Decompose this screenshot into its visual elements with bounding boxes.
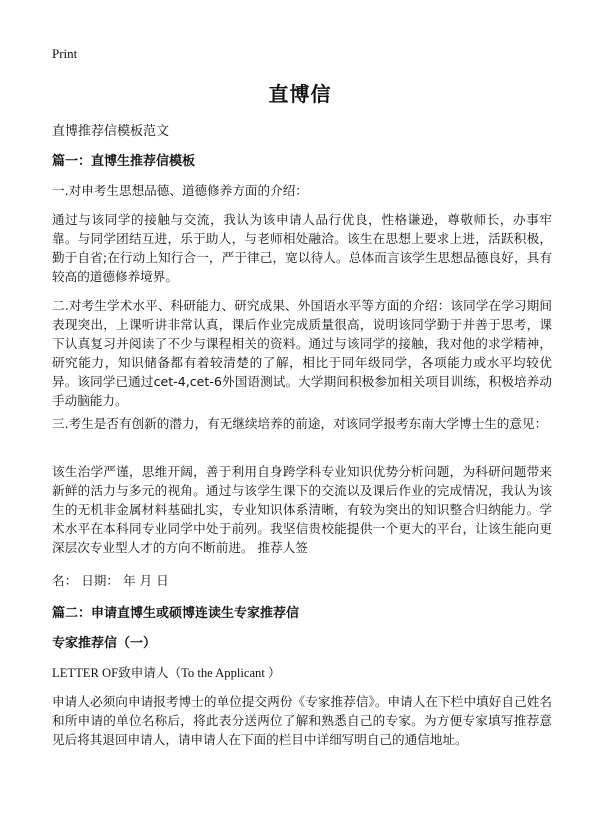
document-subtitle: 直博推荐信模板范文 [52, 124, 170, 139]
section1-heading: 篇一：直博生推荐信模板 [52, 154, 196, 169]
print-link[interactable]: Print [52, 46, 78, 61]
section2-heading: 篇二：申请直博生或硕博连读生专家推荐信 [52, 606, 300, 621]
final-paragraph: 申请人必须向申请报考博士的单位提交两份《专家推荐信》。申请人在下栏中填好自己姓名和所申请的单位名称后，将此表分送两位了解和熟悉自己的专家。为方便专家填写推荐意见后将其退回申请人，请申请人在下面的栏目中详细写明自己的通信地址。 [52, 694, 552, 747]
signature-date-line: 名： 日期： 年 月 日 [52, 573, 169, 588]
item2-paragraph: 二.对考生学术水平、科研能力、研究成果、外国语水平等方面的介绍：该同学在学习期间表现突出，上课听讲非常认真，课后作业完成质量很高，说明该同学勤于并善于思考，课下认真复习并阅读了不少与课程相关的资料。通过与该同学的接触，我对他的求学精神，研究能力，知识储备都有着较清楚的了解，相比于同年级同学，各项能力或水平均较优异。该同学已通过cet-4,cet-6外国语测试。大学期间积极参加相关项目训练，积极培养动手动脑能力。 [52, 298, 552, 408]
item1-paragraph: 通过与该同学的接触与交流，我认为该申请人品行优良，性格谦逊，尊敬师长，办事牢靠。与同学团结互进，乐于助人，与老师相处融洽。该生在思想上要求上进，活跃积极，勤于自省;在行动上知行合一，严于律己，宽以待人。总体而言该学生思想品德良好，具有较高的道德修养境界。 [52, 212, 552, 284]
item3-heading: 三.考生是否有创新的潜力，有无继续培养的前途，对该同学报考东南大学博士生的意见： [52, 416, 548, 431]
item1-heading: 一.对申考生思想品德、道德修养方面的介绍： [52, 183, 308, 198]
expert-letter-heading: 专家推荐信（一） [52, 636, 157, 651]
page-title: 直博信 [268, 82, 332, 106]
letter-to-applicant-line: LETTER OF致申请人（To the Applicant ） [52, 666, 281, 680]
item3-paragraph: 该生治学严谨，思维开阔，善于利用自身跨学科专业知识优势分析问题，为科研问题带来新鲜的活力与多元的视角。通过与该学生课下的交流以及课后作业的完成情况，我认为该生的无机非金属材料基础扎实，专业知识体系清晰，有较为突出的知识整合归纳能力。学术水平在本科同专业同学中处于前列。我坚信贵校能提供一个更大的平台，让该生能向更深层次专业型人才的方向不断前进。 推荐人签 [52, 464, 552, 555]
